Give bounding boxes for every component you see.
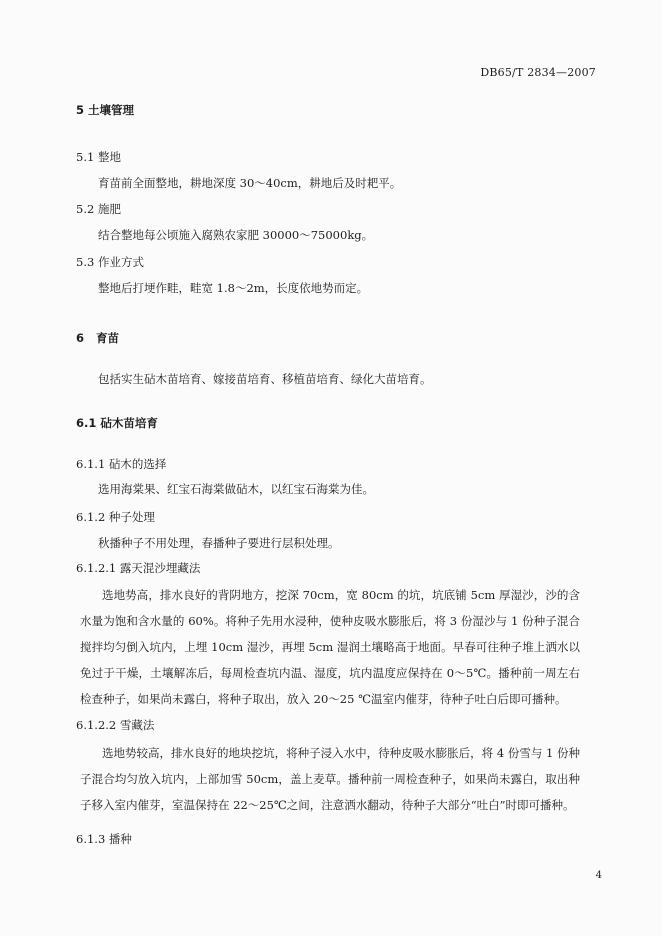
- section-5-2-heading: 5.2 施肥: [76, 202, 121, 216]
- section-6-title: 育苗: [96, 331, 119, 345]
- section-6-1-2-1-heading: 6.1.2.1 露天混沙埋藏法: [76, 561, 201, 575]
- section-5-3-heading: 5.3 作业方式: [76, 255, 144, 269]
- section-6-1-2-text: 秋播种子不用处理，春播种子要进行层积处理。: [98, 536, 340, 550]
- section-6-1-heading: 6.1 砧木苗培育: [76, 416, 158, 430]
- section-6-1-3-heading: 6.1.3 播种: [76, 832, 132, 846]
- section-5-1-text: 育苗前全面整地，耕地深度 30～40cm，耕地后及时耙平。: [98, 176, 402, 190]
- page-number: 4: [595, 870, 602, 881]
- section-6-1-2-heading: 6.1.2 种子处理: [76, 510, 155, 524]
- section-6-number: 6: [76, 331, 85, 345]
- section-5-2-text: 结合整地每公顷施入腐熟农家肥 30000～75000kg。: [98, 228, 374, 242]
- section-6-intro: 包括实生砧木苗培育、嫁接苗培育、移植苗培育、绿化大苗培育。: [98, 372, 432, 386]
- section-5-heading: 5 土壤管理: [76, 103, 135, 117]
- section-6-1-1-heading: 6.1.1 砧木的选择: [76, 457, 167, 471]
- section-6-1-2-2-heading: 6.1.2.2 雪藏法: [76, 718, 155, 732]
- section-6-1-2-1-text: 选地势高，排水良好的背阴地方，挖深 70cm，宽 80cm 的坑，坑底铺 5cm 厚湿沙，沙的含水量为饱和含水量的 60%。将种子先用水浸种，使种皮吸水膨胀后，将 3 份湿沙与 1 份种子混合搅拌均匀倒入坑内，上埋 10cm 湿沙，再埋 5cm 湿润土壤略高于地面。早春可往种子堆上洒水以免过于干燥，土壤解冻后，每周检查坑内温、湿度，坑内温度应保持在 0～5℃。播种前一周左右检查种子，如果尚未露白，将种子取出，放入 20～25 ℃温室内催芽，待种子吐白后即可播种。: [80, 588, 580, 706]
- section-5-3-text: 整地后打埂作畦，畦宽 1.8～2m，长度依地势而定。: [98, 281, 369, 295]
- section-6-1-1-text: 选用海棠果、红宝石海棠做砧木，以红宝石海棠为佳。: [98, 482, 374, 496]
- document-code: DB65/T 2834—2007: [480, 66, 596, 79]
- section-6-heading: [76, 331, 119, 346]
- section-5-1-heading: 5.1 整地: [76, 150, 121, 164]
- section-6-1-2-2-text: 选地势较高，排水良好的地块挖坑，将种子浸入水中，待种皮吸水膨胀后，将 4 份雪与 1 份种子混合均匀放入坑内，上部加雪 50cm，盖上麦草。播种前一周检查种子，如果尚未露白，取出种子移入室内催芽，室温保持在 22～25℃之间，注意洒水翻动，待种子大部分“吐白”时即可播种。: [80, 746, 580, 812]
